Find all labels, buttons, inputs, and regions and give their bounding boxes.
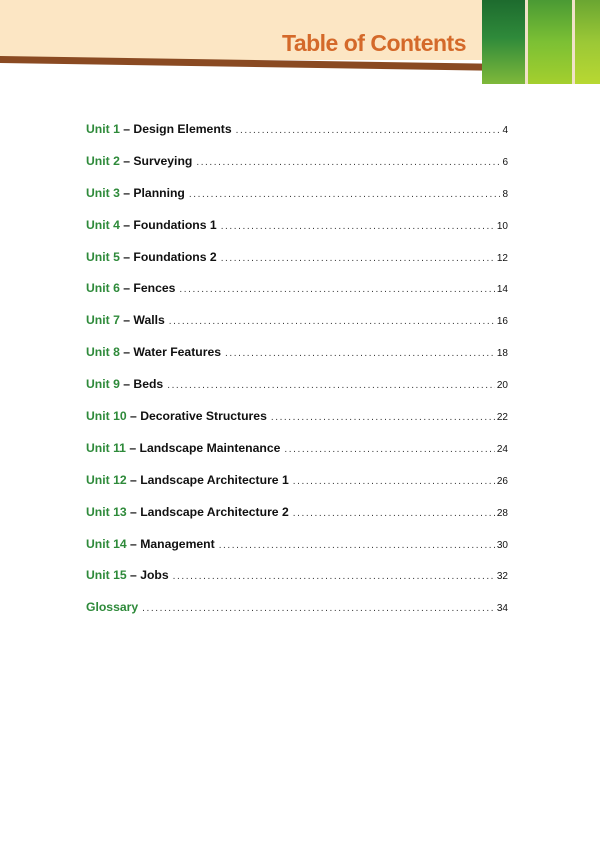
page-title: Table of Contents [281,30,466,56]
unit-topic: – Management [126,536,215,551]
page-number: 8 [502,188,508,200]
dot-leader [271,412,495,423]
dot-leader [169,316,495,327]
unit-topic: – Foundations 2 [119,249,217,264]
unit-topic: – Water Features [119,345,222,360]
dot-leader [173,571,495,582]
toc-entry-label [86,505,289,519]
page-number: 26 [496,475,508,487]
toc-entry-glossary[interactable] [86,600,508,632]
toc-entry-label [86,377,163,391]
unit-number: Unit 1 [86,122,120,136]
dot-leader [219,540,495,551]
toc-entry-label [86,345,221,359]
page-number: 28 [496,507,508,519]
toc-entry[interactable] [86,441,508,473]
page-number: 10 [496,220,508,232]
unit-number: Unit 8 [86,345,120,360]
unit-number: Unit 10 [86,409,127,424]
unit-topic: – Foundations 1 [119,217,217,232]
unit-topic: – Beds [119,377,164,392]
toc-entry-label [86,409,267,423]
dot-leader [196,157,500,168]
unit-number: Unit 4 [86,217,120,232]
decorative-stripe-lime [575,0,600,84]
decorative-stripe-green [528,0,572,84]
page-number: 24 [496,443,508,455]
unit-number: Unit 11 [86,440,126,455]
unit-topic: – Surveying [119,153,193,168]
dot-leader [167,380,495,391]
page-number: 30 [496,539,508,551]
toc-entry-label [86,441,280,455]
page-number: 6 [502,156,508,168]
page-number: 22 [496,412,508,424]
unit-topic: – Jobs [126,568,169,583]
unit-topic: – Decorative Structures [126,409,267,424]
dot-leader [221,221,495,232]
unit-number: Unit 13 [86,504,127,519]
unit-number: Unit 6 [86,281,120,296]
toc-entry-label [86,568,169,582]
unit-number: Unit 14 [86,536,127,551]
glossary-label: Glossary [86,600,139,615]
unit-number: Unit 15 [86,568,127,583]
toc-entry[interactable] [86,250,508,282]
toc-entry[interactable] [86,537,508,569]
dot-leader [293,508,495,519]
unit-topic: – Planning [119,185,185,200]
dot-leader [221,253,495,264]
toc-entry[interactable] [86,313,508,345]
unit-number: Unit 7 [86,313,120,328]
unit-number: Unit 2 [86,153,120,168]
unit-topic: – Design Elements [119,122,232,136]
page-number: 12 [496,252,508,264]
toc-entry[interactable] [86,568,508,600]
dot-leader [179,284,494,295]
toc-entry[interactable] [86,122,508,154]
dot-leader [284,444,494,455]
toc-entry[interactable] [86,154,508,186]
toc-entry-label [86,122,232,136]
unit-topic: – Walls [119,313,165,328]
dot-leader [142,603,495,614]
page-number: 20 [496,380,508,392]
unit-topic: – Landscape Maintenance [125,440,281,455]
unit-number: Unit 3 [86,185,120,200]
toc-entry-label [86,600,138,614]
unit-topic: – Landscape Architecture 1 [126,472,289,487]
toc-entry-label [86,154,192,168]
page-number: 18 [496,348,508,360]
table-of-contents [86,122,508,632]
toc-entry-label [86,281,175,295]
dot-leader [236,125,501,136]
toc-entry[interactable] [86,218,508,250]
page-number: 14 [496,284,508,296]
page-number: 32 [496,571,508,583]
page-number: 16 [496,316,508,328]
toc-entry[interactable] [86,281,508,313]
dot-leader [293,476,495,487]
unit-number: Unit 9 [86,377,120,392]
unit-topic: – Fences [119,281,176,296]
unit-topic: – Landscape Architecture 2 [126,504,289,519]
toc-entry[interactable] [86,186,508,218]
toc-entry-label [86,250,217,264]
decorative-stripe-dark-green [482,0,525,84]
page-number: 34 [496,603,508,615]
dot-leader [189,189,501,200]
toc-entry[interactable] [86,345,508,377]
unit-number: Unit 12 [86,472,127,487]
toc-entry[interactable] [86,473,508,505]
page-number: 4 [502,125,508,136]
toc-entry[interactable] [86,377,508,409]
toc-entry-label [86,473,289,487]
unit-number: Unit 5 [86,249,120,264]
dot-leader [225,348,495,359]
toc-entry-label [86,313,165,327]
toc-entry[interactable] [86,409,508,441]
toc-entry-label [86,218,217,232]
toc-entry-label [86,537,215,551]
toc-entry-label [86,186,185,200]
toc-entry[interactable] [86,505,508,537]
